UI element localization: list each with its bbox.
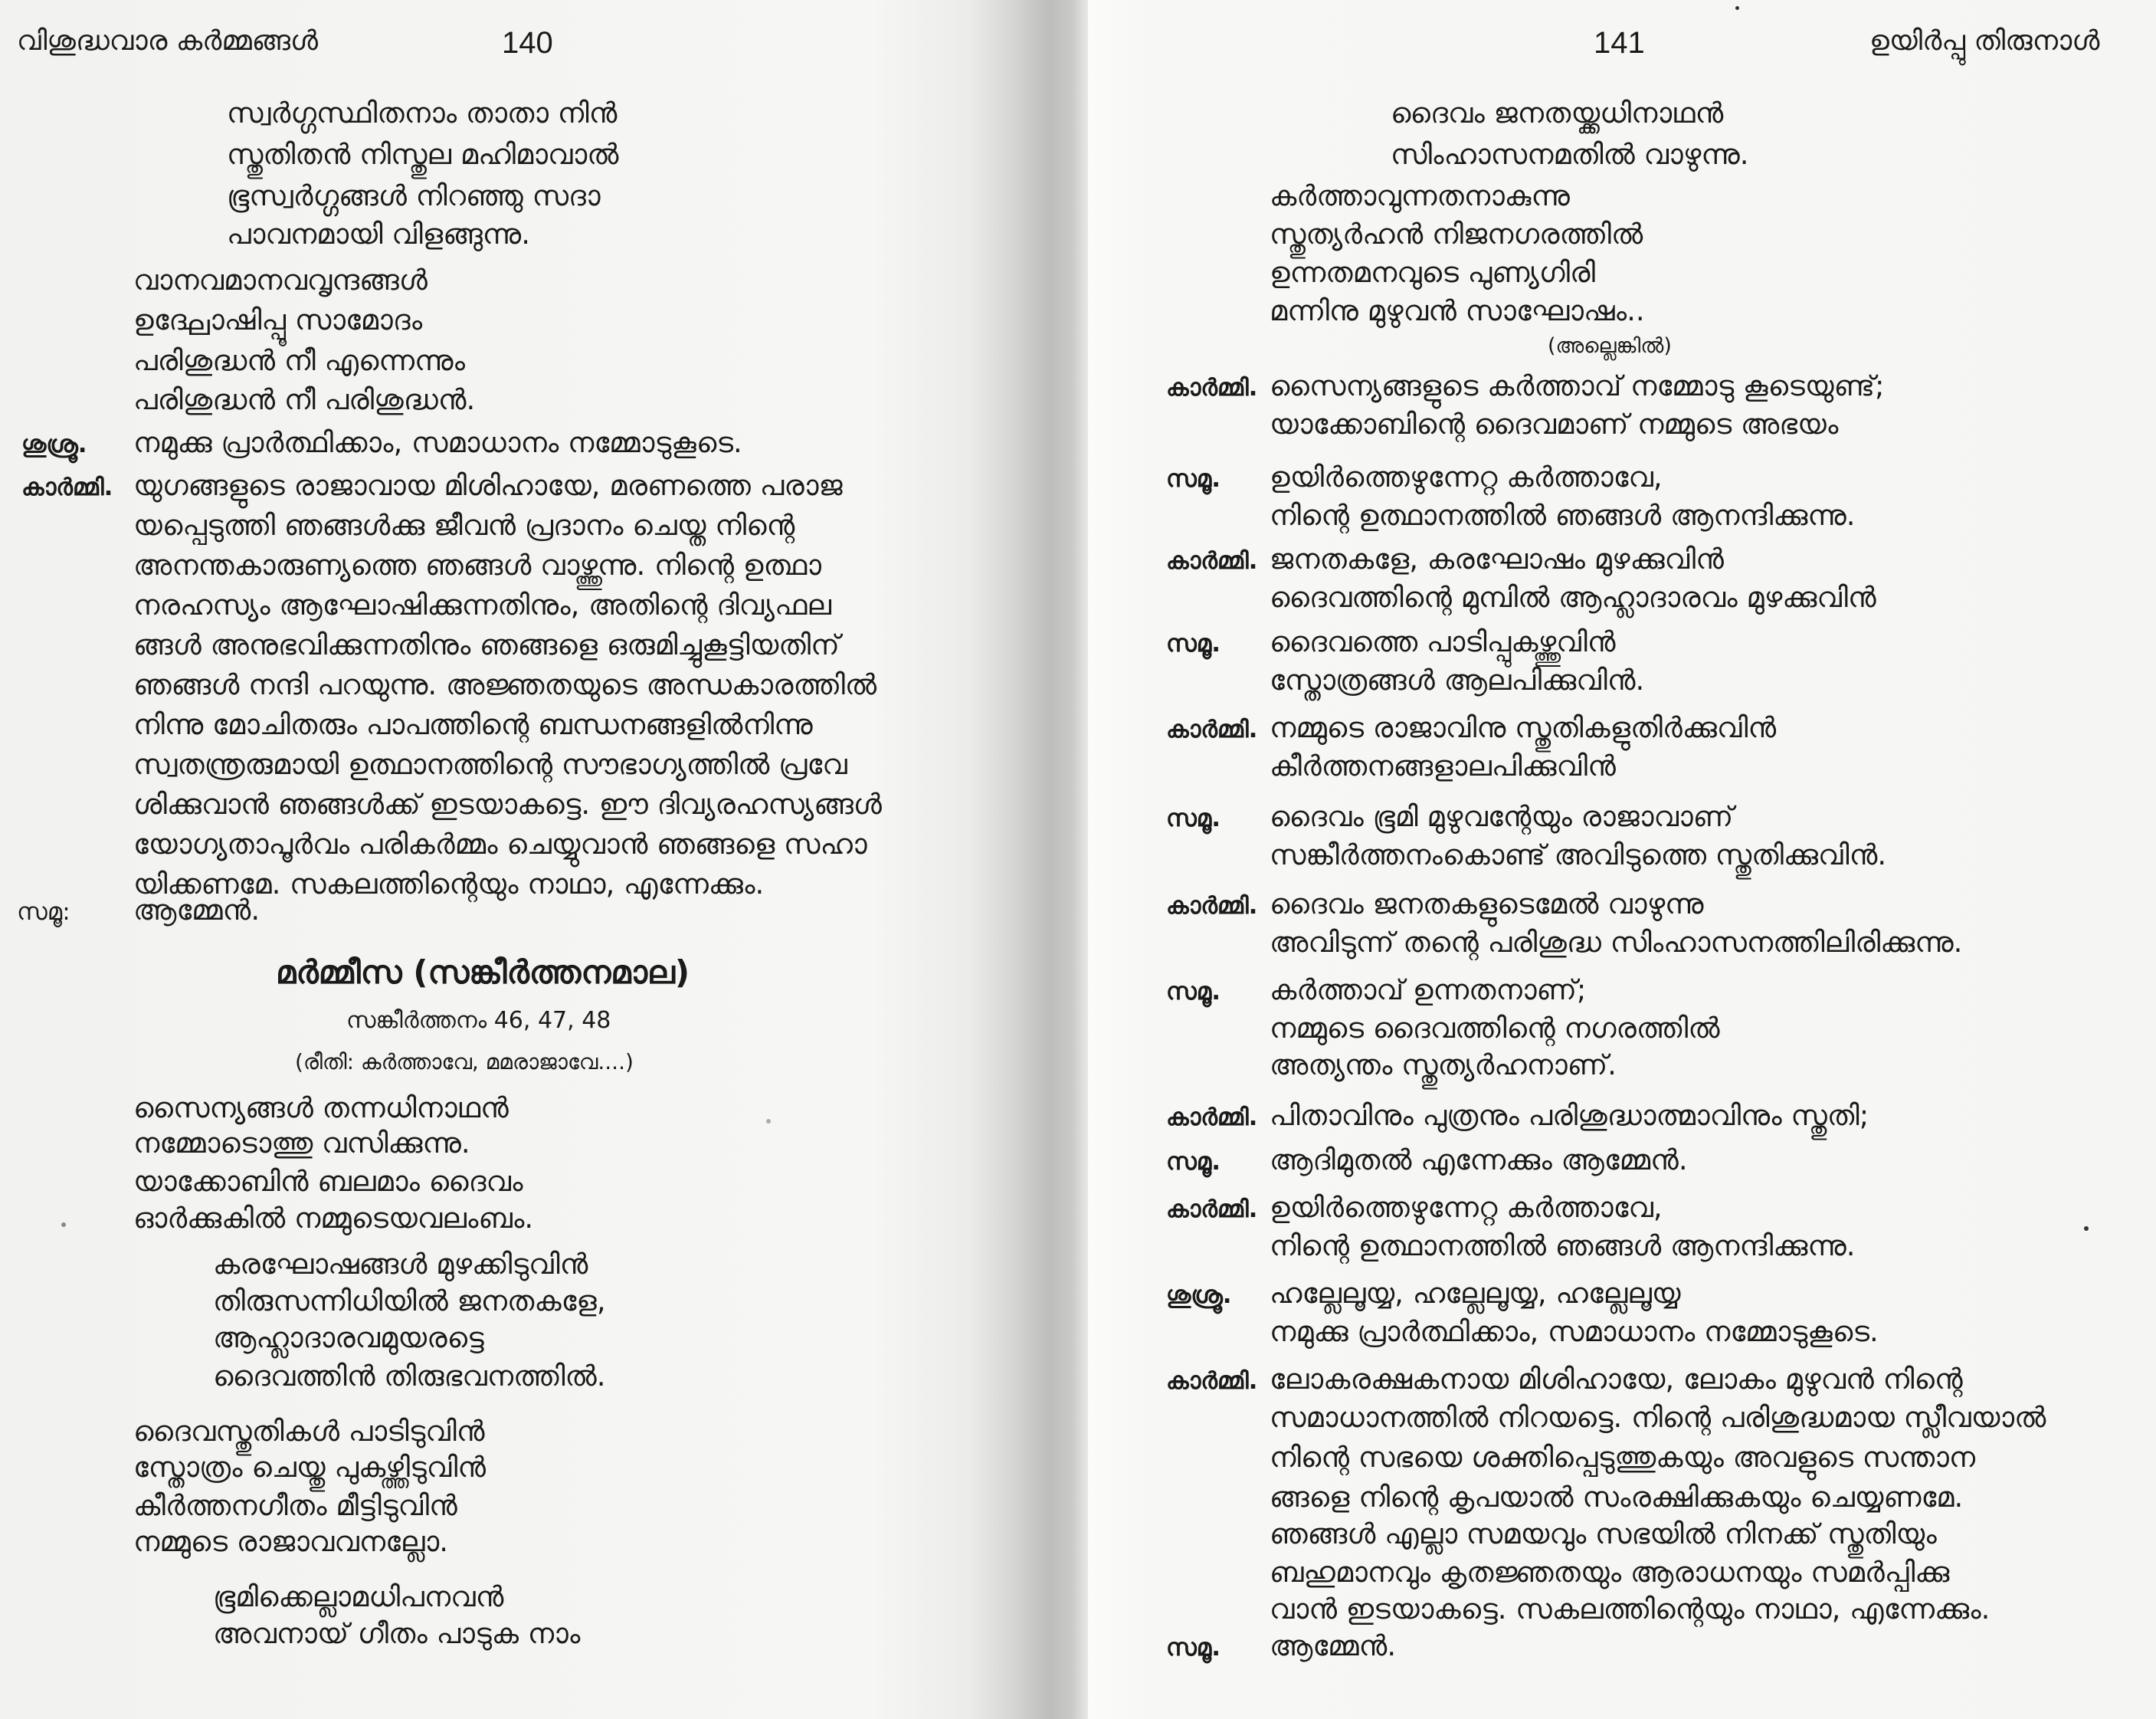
dialogue-line: നിന്റെ ഉത്ഥാനത്തിൽ ഞങ്ങൾ ആനന്ദിക്കുന്നു.: [1270, 1229, 1856, 1262]
verse-line: സ്തുതിതൻ നിസ്തുല മഹിമാവാൽ: [227, 138, 619, 171]
scan-speck: [766, 1119, 771, 1124]
verse-line: യാക്കോബിൻ ബലമാം ദൈവം: [133, 1165, 523, 1198]
dialogue-line: ഹല്ലേലൂയ്യ, ഹല്ലേലൂയ്യ, ഹല്ലേലൂയ്യ: [1270, 1277, 1681, 1310]
speaker-label: കാർമ്മി.: [1166, 1367, 1258, 1395]
prayer-line: നരഹസ്യം ആഘോഷിക്കുന്നതിനും, അതിന്റെ ദിവ്യഫല: [133, 589, 831, 622]
verse-line: ഉദ്ഘോഷിപ്പൂ സാമോദം: [133, 303, 423, 336]
dialogue-line: ദൈവത്തെ പാടിപ്പുകഴ്ത്തുവിൻ: [1270, 625, 1616, 658]
verse-line: ഭൂസ്വർഗ്ഗങ്ങൾ നിറഞ്ഞു സദാ: [227, 179, 601, 212]
speaker-label: സമൂ.: [1166, 630, 1221, 658]
dialogue-line: സൈന്യങ്ങളുടെ കർത്താവ് നമ്മോടു കൂടെയുണ്ട്;: [1270, 369, 1885, 402]
prayer-line: ശിക്കുവാൻ ഞങ്ങൾക്ക് ഇടയാകട്ടെ. ഈ ദിവ്യരഹസ്യങ്ങൾ: [133, 788, 882, 821]
dialogue-line: ബഹുമാനവും കൃതജ്ഞതയും ആരാധനയും സമർപ്പിക്കു: [1270, 1556, 1950, 1589]
prayer-line: സ്വതന്ത്രരുമായി ഉത്ഥാനത്തിന്റെ സൗഭാഗ്യത്തിൽ പ്രവേ: [133, 748, 847, 781]
dialogue-line: ജനതകളേ, കരഘോഷം മുഴക്കുവിൻ: [1270, 543, 1724, 576]
verse-line: മന്നിനു മുഴുവൻ സാഘോഷം..: [1270, 294, 1645, 327]
response-line: ആമ്മേൻ.: [133, 894, 260, 927]
verse-line: ദൈവത്തിൻ തിരുഭവനത്തിൽ.: [213, 1360, 606, 1393]
dialogue-line: ഉയിർത്തെഴുന്നേറ്റ കർത്താവേ,: [1270, 1191, 1663, 1224]
verse-line: ദൈവസ്തുതികൾ പാടിടുവിൻ: [133, 1415, 485, 1448]
dialogue-line: നമുക്കു പ്രാർത്ഥിക്കാം, സമാധാനം നമ്മോടുകൂടെ.: [1270, 1315, 1879, 1348]
dialogue-line: സമാധാനത്തിൽ നിറയട്ടെ. നിന്റെ പരിശുദ്ധമായ സ്ലീവയാൽ: [1270, 1401, 2046, 1434]
speaker-label: സമൂ.: [1166, 465, 1221, 493]
speaker-label: കാർമ്മി.: [1166, 716, 1258, 743]
speaker-label: കാർമ്മി.: [1166, 1196, 1258, 1223]
verse-line: പരിശുദ്ധൻ നീ എന്നെന്നും: [133, 344, 465, 377]
speaker-label: സമൂ.: [1166, 805, 1221, 832]
verse-line: നമ്മുടെ രാജാവവനല്ലോ.: [133, 1525, 449, 1558]
speaker-label: കാർമ്മി.: [1166, 892, 1258, 920]
speaker-label: സമൂ.: [1166, 978, 1221, 1005]
verse-line: സ്വർഗ്ഗസ്ഥിതനാം താതാ നിൻ: [227, 97, 618, 130]
scan-speck: [2084, 1226, 2089, 1231]
scan-speck: [1735, 6, 1739, 10]
dialogue-line: ദൈവത്തിന്റെ മുമ്പിൽ ആഹ്ലാദാരവം മുഴക്കുവിൻ: [1270, 581, 1876, 614]
verse-line: ഓർക്കുകിൽ നമ്മുടെയവലംബം.: [133, 1202, 534, 1235]
alternative-note: (അല്ലെങ്കിൽ): [1548, 334, 1672, 358]
verse-line: ഉന്നതമനവുടെ പുണ്യഗിരി: [1270, 256, 1596, 289]
dialogue-line: ആദിമുതൽ എന്നേക്കും ആമ്മേൻ.: [1270, 1143, 1688, 1176]
verse-line: കർത്താവുന്നതനാകുന്നു: [1270, 179, 1570, 212]
verse-line: സ്തുത്യർഹൻ നിജനഗരത്തിൽ: [1270, 218, 1643, 251]
prayer-line: യപ്പെടുത്തി ഞങ്ങൾക്കു ജീവൻ പ്രദാനം ചെയ്ത നിന്റെ: [133, 509, 795, 542]
page-number-right: 141: [1594, 26, 1645, 60]
dialogue-line: ദൈവം ഭൂമി മുഴുവന്റേയും രാജാവാണ്: [1270, 800, 1734, 833]
dialogue-line: ഉയിർത്തെഴുന്നേറ്റ കർത്താവേ,: [1270, 461, 1663, 494]
section-subtitle: സങ്കീർത്തനം 46, 47, 48: [346, 1007, 611, 1034]
dialogue-line: ഞങ്ങൾ എല്ലാ സമയവും സഭയിൽ നിനക്ക് സ്തുതിയും: [1270, 1517, 1937, 1550]
section-title: മർമ്മീസ (സങ്കീർത്തനമാല): [276, 953, 690, 991]
dialogue-line: ദൈവം ജനതകളുടെമേൽ വാഴുന്നു: [1270, 887, 1704, 920]
verse-line: സ്തോത്രം ചെയ്തു പുകഴ്ത്തിടുവിൻ: [133, 1451, 487, 1484]
prayer-line: നിന്നു മോചിതരും പാപത്തിന്റെ ബന്ധനങ്ങളിൽനിന്നു: [133, 708, 813, 741]
prayer-line: യുഗങ്ങളുടെ രാജാവായ മിശിഹായേ, മരണത്തെ പരാജ: [133, 469, 843, 502]
verse-line: ആഹ്ലാദാരവമുയരട്ടെ: [213, 1321, 484, 1354]
speaker-label: കാർമ്മി.: [1166, 374, 1258, 402]
prayer-line: അനന്തകാരുണ്യത്തെ ഞങ്ങൾ വാഴ്ത്തുന്നു. നിന്റെ ഉത്ഥാ: [133, 549, 821, 582]
dialogue-line: നിന്റെ സഭയെ ശക്തിപ്പെടുത്തുകയും അവളുടെ സന്താന: [1270, 1441, 1976, 1474]
section-tune: (രീതി: കർത്താവേ, മമരാജാവേ....): [295, 1049, 634, 1074]
verse-line: പരിശുദ്ധൻ നീ പരിശുദ്ധൻ.: [133, 383, 476, 416]
verse-line: സൈന്യങ്ങൾ തന്നധിനാഥൻ: [133, 1091, 509, 1124]
speaker-label: കാർമ്മി.: [1166, 1104, 1258, 1131]
speaker-label: സമൂ.: [1166, 1634, 1221, 1662]
scan-speck: [61, 1222, 66, 1227]
dialogue-line: അത്യന്തം സ്തുത്യർഹനാണ്.: [1270, 1048, 1617, 1081]
verse-line: ദൈവം ജനതയ്ക്കധിനാഥൻ: [1391, 97, 1724, 130]
speaker-label: ശുശ്രൂ.: [21, 431, 87, 458]
speaker-label: കാർമ്മി.: [1166, 547, 1258, 575]
dialogue-line: സങ്കീർത്തനംകൊണ്ട് അവിടുത്തെ സ്തുതിക്കുവിൻ.: [1270, 838, 1887, 871]
verse-line: കീർത്തനഗീതം മീട്ടിടുവിൻ: [133, 1489, 457, 1522]
page-number-left: 140: [502, 26, 553, 60]
prayer-line: യോഗ്യതാപൂർവം പരികർമ്മം ചെയ്യുവാൻ ഞങ്ങളെ സഹാ: [133, 828, 867, 861]
prayer-line: നമുക്കു പ്രാർത്ഥിക്കാം, സമാധാനം നമ്മോടുകൂടെ.: [133, 426, 742, 459]
speaker-label: സമൂ:: [17, 898, 70, 926]
verse-line: അവനായ് ഗീതം പാടുക നാം: [213, 1617, 581, 1650]
dialogue-line: ആമ്മേൻ.: [1270, 1629, 1397, 1662]
speaker-label: കാർമ്മി.: [21, 474, 113, 501]
verse-line: സിംഹാസനമതിൽ വാഴുന്നു.: [1391, 138, 1749, 171]
running-header-right: ഉയിർപ്പു തിരുനാൾ: [1869, 25, 2100, 57]
dialogue-line: ലോകരക്ഷകനായ മിശിഹായേ, ലോകം മുഴുവൻ നിന്റെ: [1270, 1363, 1963, 1396]
dialogue-line: അവിടുന്ന് തന്റെ പരിശുദ്ധ സിംഹാസനത്തിലിരിക്കുന്നു.: [1270, 926, 1963, 959]
verse-line: തിരുസന്നിധിയിൽ ജനതകളേ,: [213, 1284, 606, 1317]
dialogue-line: ങ്ങളെ നിന്റെ കൃപയാൽ സംരക്ഷിക്കുകയും ചെയ്യണമേ.: [1270, 1481, 1964, 1514]
verse-line: വാനവമാനവവൃന്ദങ്ങൾ: [133, 264, 428, 297]
prayer-line: ഞങ്ങൾ നന്ദി പറയുന്നു. അജ്ഞതയുടെ അന്ധകാരത്തിൽ: [133, 668, 877, 701]
dialogue-line: കീർത്തനങ്ങളാലപിക്കുവിൻ: [1270, 750, 1616, 782]
speaker-label: സമൂ.: [1166, 1148, 1221, 1176]
dialogue-line: കർത്താവ് ഉന്നതനാണ്;: [1270, 973, 1587, 1006]
right-page: [1088, 0, 2156, 1719]
dialogue-line: യാക്കോബിന്റെ ദൈവമാണ് നമ്മുടെ അഭയം: [1270, 408, 1839, 441]
verse-line: കരഘോഷങ്ങൾ മുഴക്കിടുവിൻ: [213, 1248, 588, 1281]
prayer-line: ങ്ങൾ അനുഭവിക്കുന്നതിനും ഞങ്ങളെ ഒരുമിച്ചുകൂട്ടിയതിന്: [133, 628, 840, 661]
speaker-label: ശുശ്രൂ.: [1166, 1281, 1232, 1309]
verse-line: പാവനമായി വിളങ്ങുന്നു.: [227, 218, 530, 251]
dialogue-line: സ്തോത്രങ്ങൾ ആലപിക്കുവിൻ.: [1270, 664, 1645, 697]
prayer-line: യിക്കണമേ. സകലത്തിന്റെയും നാഥാ, എന്നേക്കും.: [133, 868, 765, 901]
dialogue-line: വാൻ ഇടയാകട്ടെ. സകലത്തിന്റെയും നാഥാ, എന്നേക്കും.: [1270, 1593, 1991, 1626]
verse-line: നമ്മോടൊത്തു വസിക്കുന്നു.: [133, 1127, 470, 1160]
dialogue-line: നിന്റെ ഉത്ഥാനത്തിൽ ഞങ്ങൾ ആനന്ദിക്കുന്നു.: [1270, 499, 1856, 532]
running-header-left: വിശുദ്ധവാര കർമ്മങ്ങൾ: [17, 25, 319, 57]
verse-line: ഭൂമിക്കെല്ലാമധിപനവൻ: [213, 1580, 504, 1613]
dialogue-line: നമ്മുടെ ദൈവത്തിന്റെ നഗരത്തിൽ: [1270, 1012, 1720, 1045]
dialogue-line: പിതാവിനും പുത്രനും പരിശുദ്ധാത്മാവിനും സ്തുതി;: [1270, 1099, 1869, 1132]
dialogue-line: നമ്മുടെ രാജാവിനു സ്തുതികളുതിർക്കുവിൻ: [1270, 711, 1777, 744]
